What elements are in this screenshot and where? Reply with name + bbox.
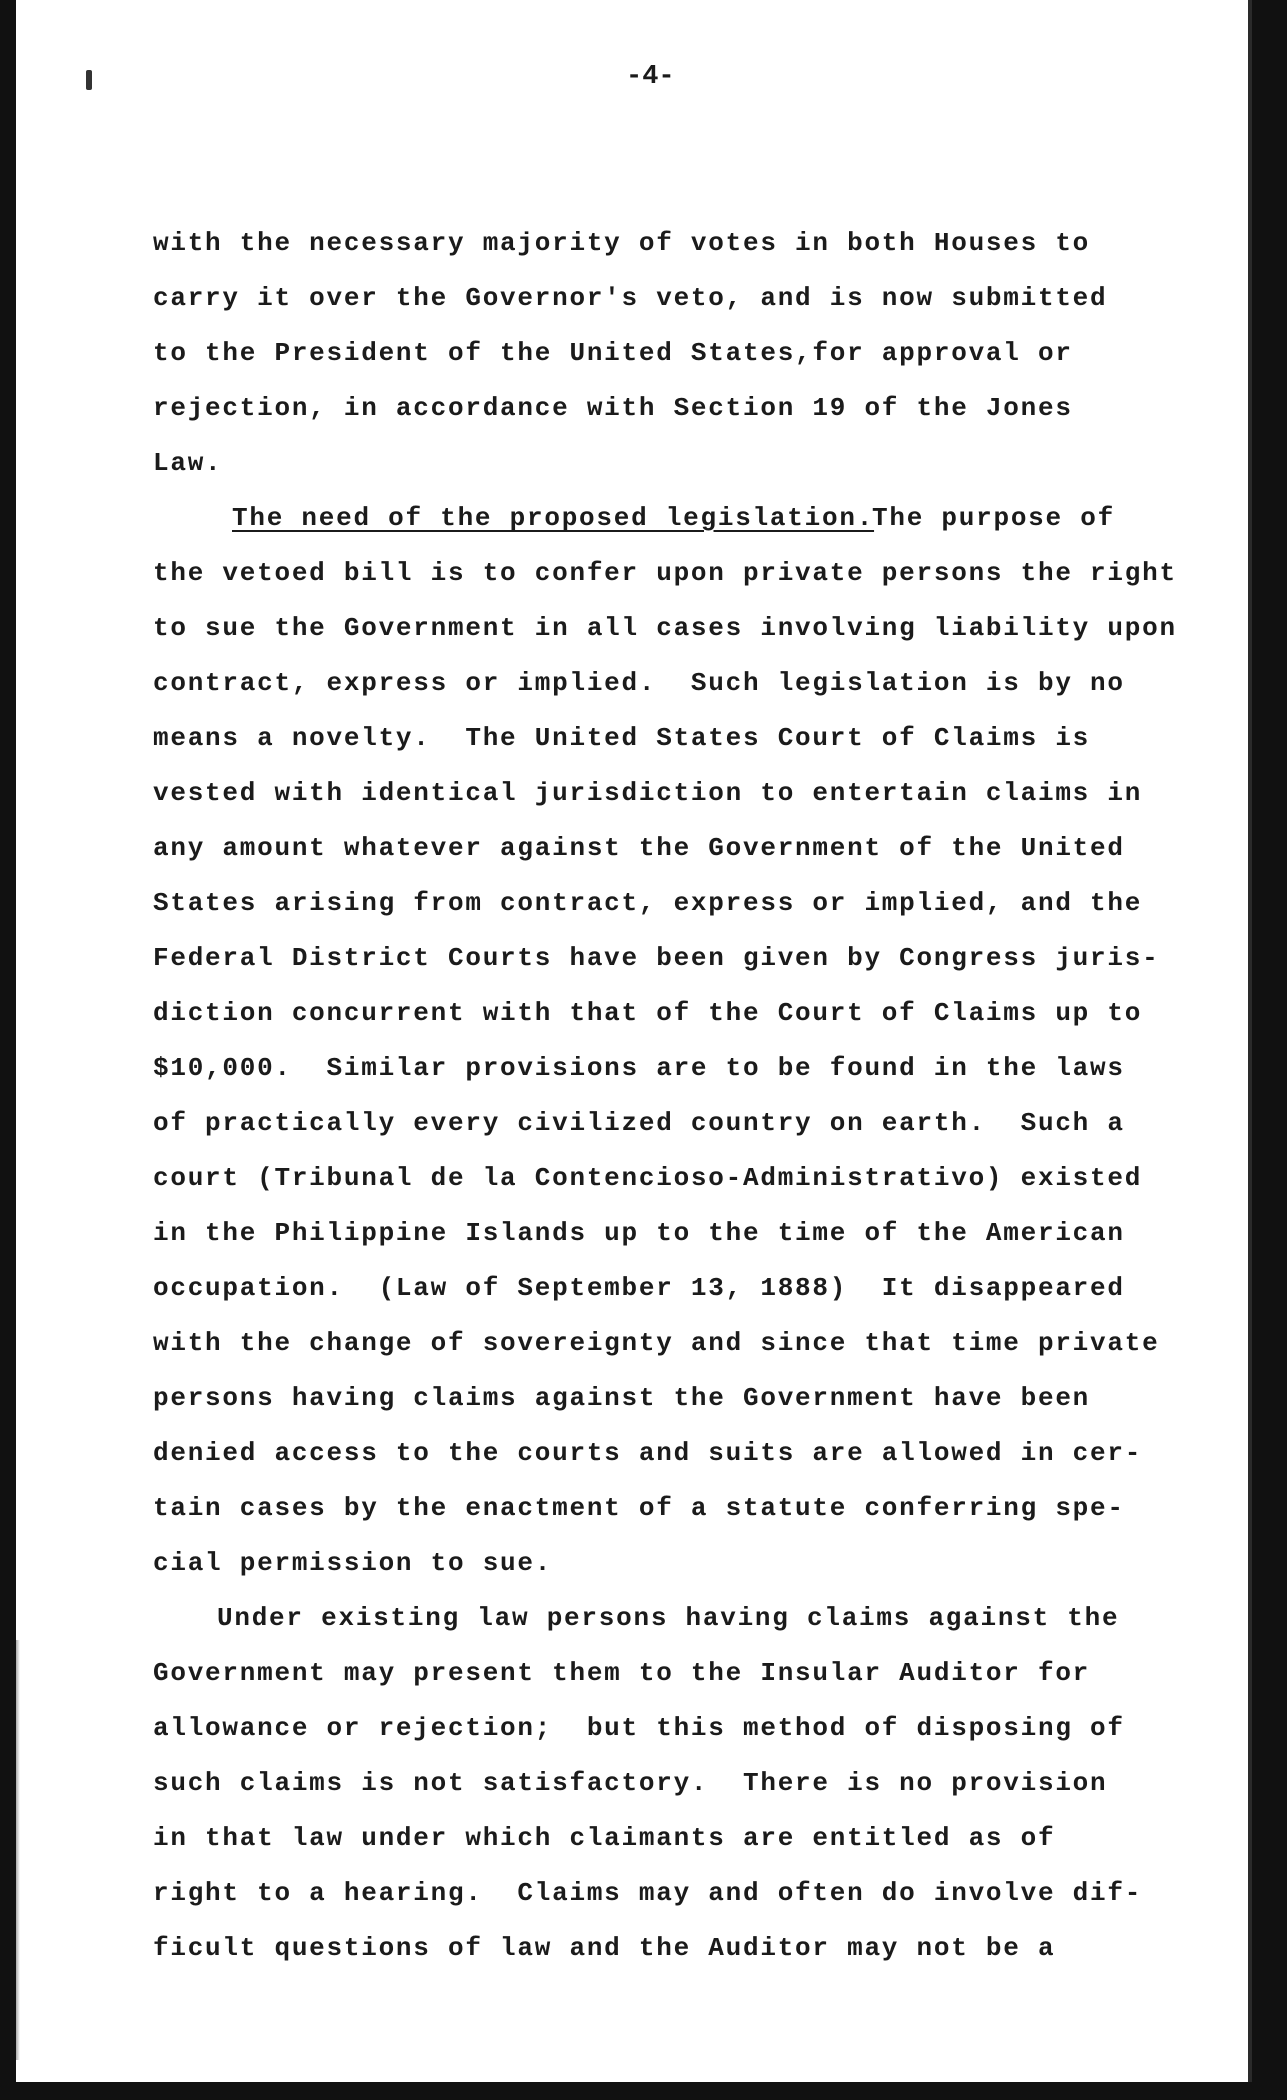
page-number: -4- xyxy=(626,62,675,92)
text-line: of practically every civilized country on earth. Such a xyxy=(153,1108,1125,1138)
text-line: allowance or rejection; but this method of disposing of xyxy=(153,1713,1125,1743)
text-line: States arising from contract, express or implied, and the xyxy=(153,888,1143,918)
text-line: Under existing law persons having claims against the xyxy=(217,1603,1120,1633)
page-left-edge-shade xyxy=(16,1640,20,2060)
text-line: carry it over the Governor's veto, and is now submitted xyxy=(153,283,1108,313)
text-line: with the necessary majority of votes in both Houses to xyxy=(153,228,1091,258)
text-line: Government may present them to the Insular Auditor for xyxy=(153,1658,1091,1688)
text-line: cial permission to sue. xyxy=(153,1548,553,1578)
text-line: the vetoed bill is to confer upon private persons the right xyxy=(153,558,1177,588)
document-page xyxy=(16,0,1252,2082)
text-line: such claims is not satisfactory. There is no provision xyxy=(153,1768,1108,1798)
text-line: to the President of the United States,for approval or xyxy=(153,338,1073,368)
text-line: The purpose of xyxy=(872,503,1115,533)
text-line: means a novelty. The United States Court of Claims is xyxy=(153,723,1091,753)
text-line: ficult questions of law and the Auditor may not be a xyxy=(153,1933,1056,1963)
text-line: in that law under which claimants are entitled as of xyxy=(153,1823,1056,1853)
text-line: denied access to the courts and suits are allowed in cer- xyxy=(153,1438,1143,1468)
text-line: Law. xyxy=(153,448,223,478)
text-line: tain cases by the enactment of a statute conferring spe- xyxy=(153,1493,1125,1523)
text-line: persons having claims against the Government have been xyxy=(153,1383,1091,1413)
paper-mark xyxy=(86,70,92,90)
text-line: rejection, in accordance with Section 19 of the Jones xyxy=(153,393,1073,423)
text-line: occupation. (Law of September 13, 1888) It disappeared xyxy=(153,1273,1125,1303)
text-line: diction concurrent with that of the Court of Claims up to xyxy=(153,998,1143,1028)
text-line: right to a hearing. Claims may and often do involve dif- xyxy=(153,1878,1143,1908)
text-line: any amount whatever against the Government of the United xyxy=(153,833,1125,863)
text-line: court (Tribunal de la Contencioso-Administrativo) existed xyxy=(153,1163,1143,1193)
text-line: to sue the Government in all cases involving liability upon xyxy=(153,613,1177,643)
text-line: in the Philippine Islands up to the time of the American xyxy=(153,1218,1125,1248)
text-line: vested with identical jurisdiction to entertain claims in xyxy=(153,778,1143,808)
text-line: with the change of sovereignty and since that time private xyxy=(153,1328,1160,1358)
section-heading: The need of the proposed legislation. xyxy=(232,503,875,533)
text-line: contract, express or implied. Such legislation is by no xyxy=(153,668,1125,698)
text-line: $10,000. Similar provisions are to be found in the laws xyxy=(153,1053,1125,1083)
page-edge-shadow xyxy=(1248,0,1252,2082)
text-line: Federal District Courts have been given by Congress juris- xyxy=(153,943,1160,973)
